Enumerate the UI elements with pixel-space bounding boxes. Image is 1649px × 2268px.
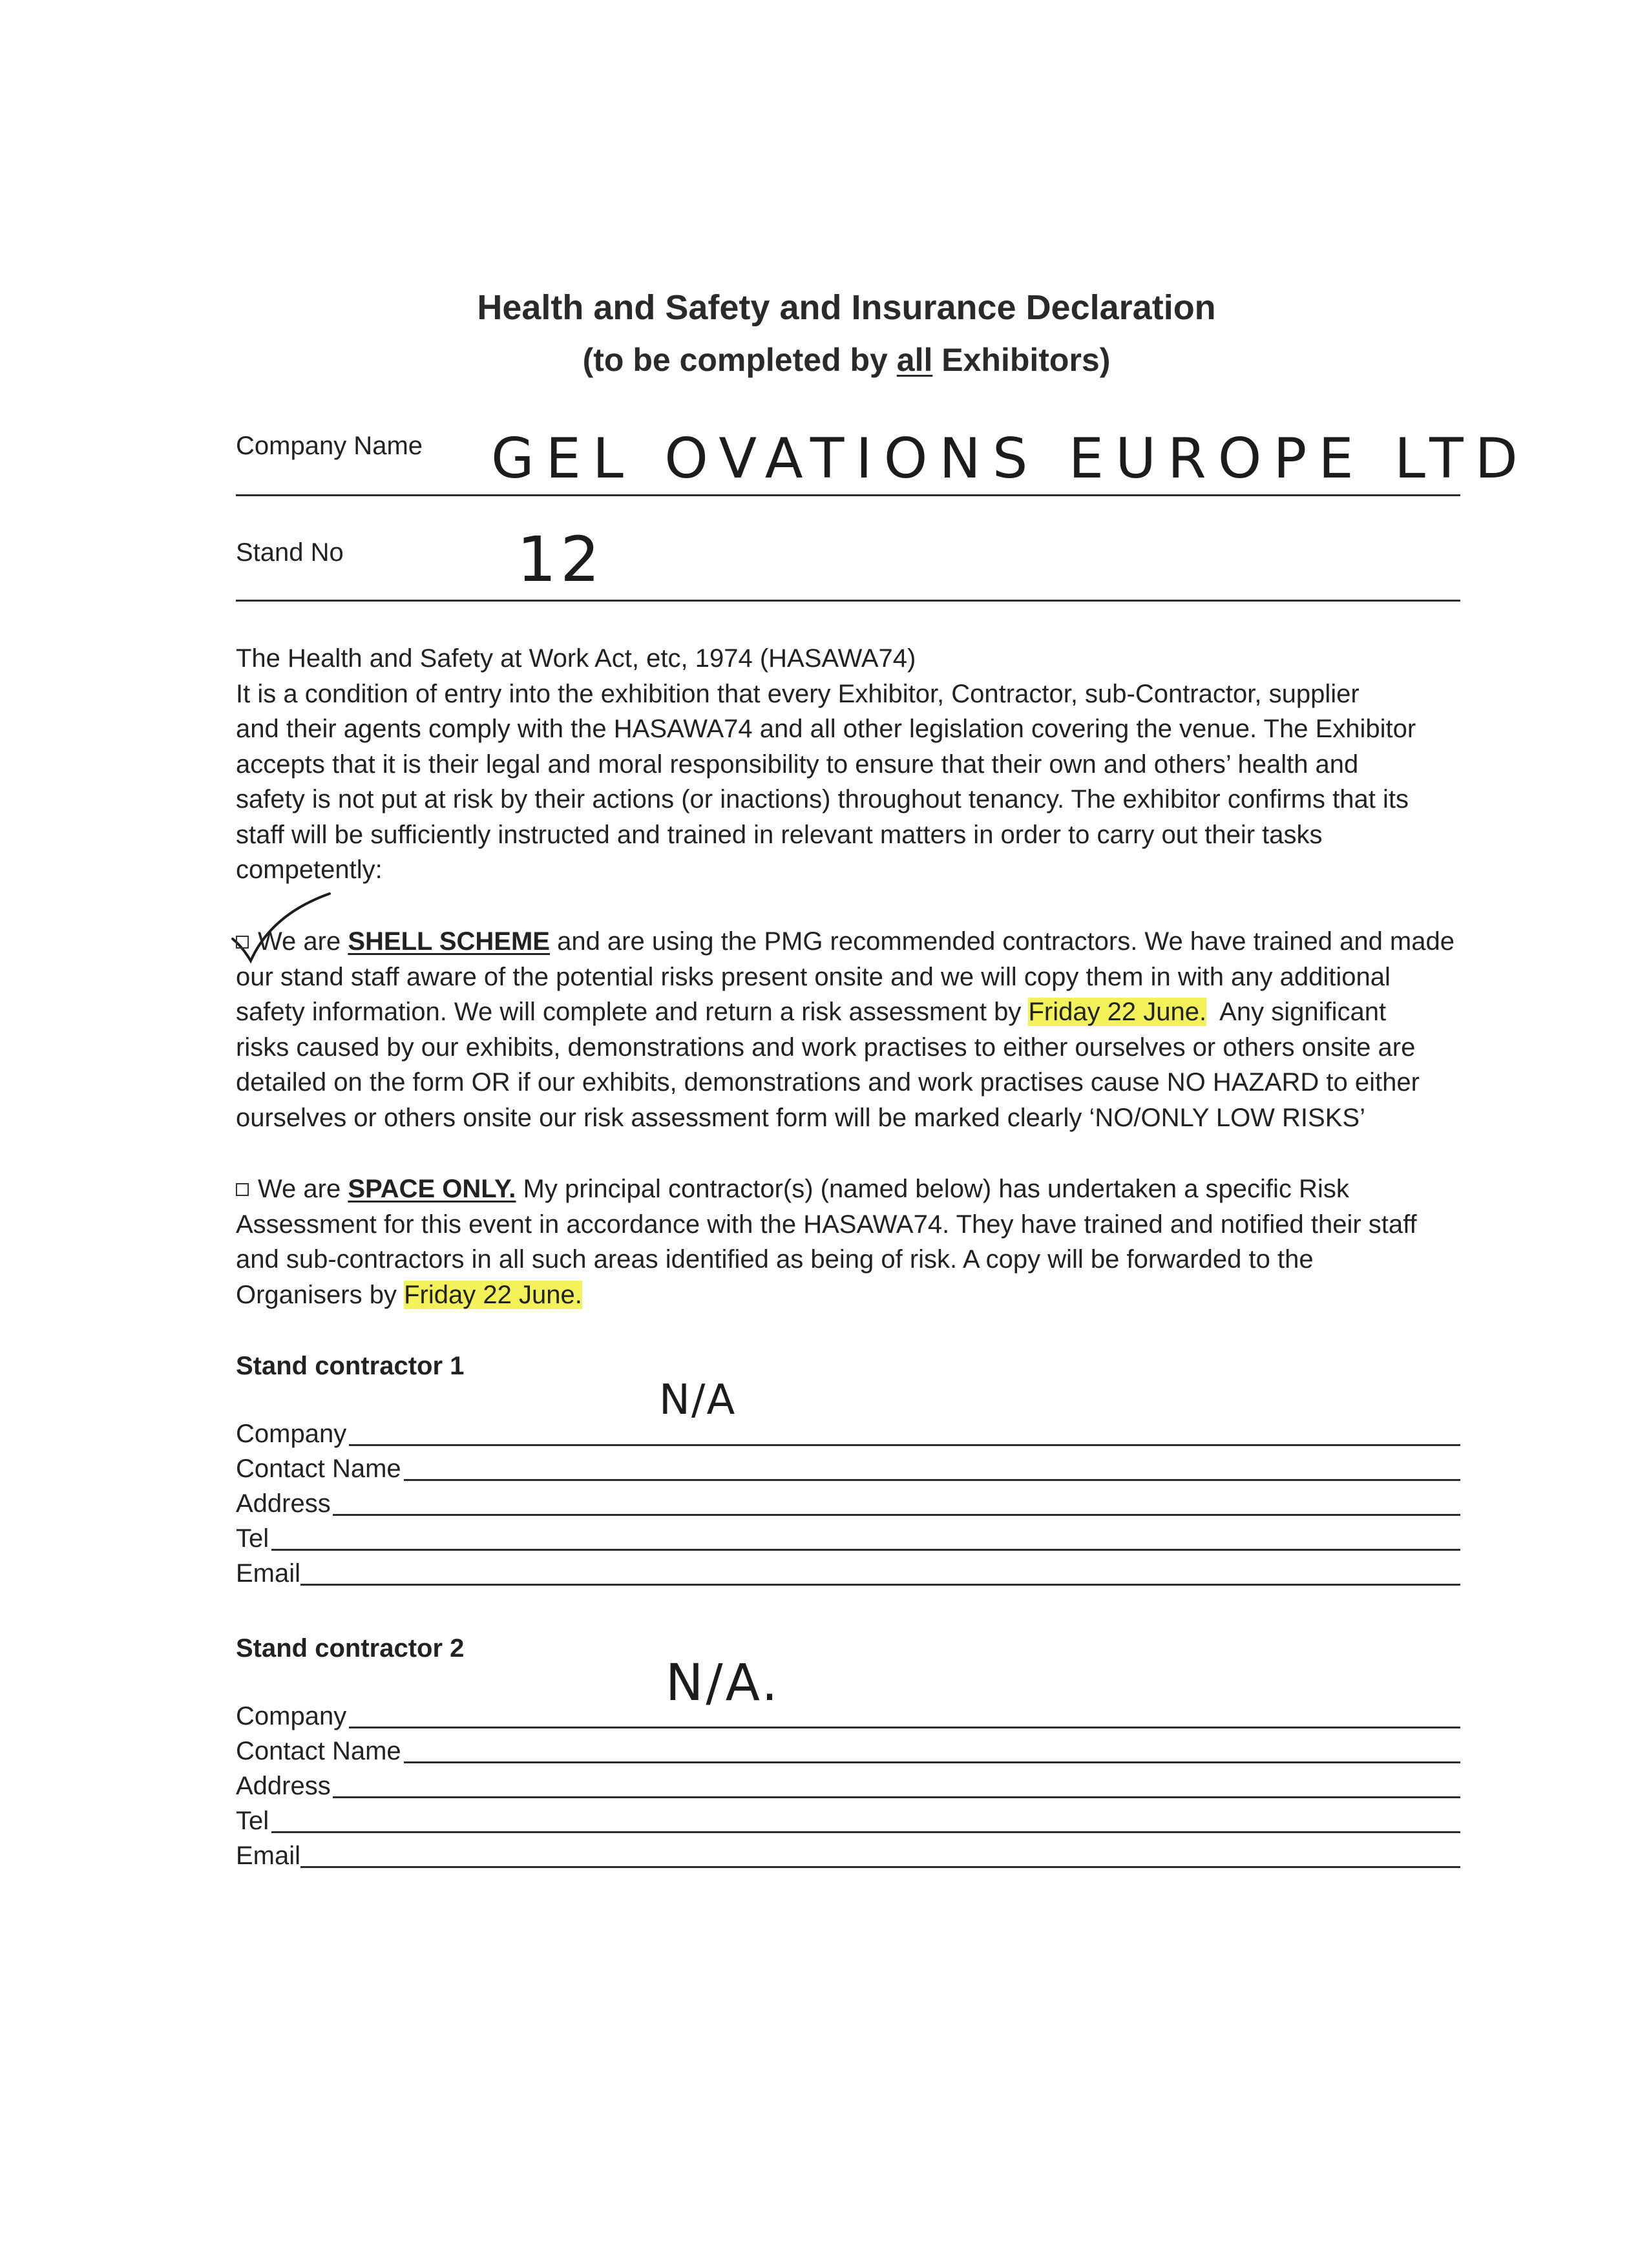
contractor1-contact-field[interactable] <box>404 1479 1460 1481</box>
contractor2-tel-label: Tel <box>236 1807 269 1835</box>
subtitle-suffix: Exhibitors) <box>932 342 1111 378</box>
shell-scheme-emphasis: SHELL SCHEME <box>348 927 550 956</box>
shell-line1-suffix: and are using the PMG recommended contractors. We have trained and made <box>549 927 1455 956</box>
intro-line: staff will be sufficiently instructed and trained in relevant matters in order to carry out their tasks <box>236 820 1323 849</box>
contractor2-address-row <box>236 1769 1460 1803</box>
shell-line: detailed on the form OR if our exhibits, demonstrations and work practises cause NO HAZARD to either <box>236 1068 1420 1097</box>
space-line1-suffix: My principal contractor(s) (named below) has undertaken a specific Risk <box>516 1175 1349 1203</box>
contractor1-address-field[interactable] <box>333 1514 1460 1516</box>
shell-scheme-checkbox[interactable] <box>236 936 249 949</box>
contractor1-email-row <box>236 1556 1460 1591</box>
contractor2-company-label: Company <box>236 1702 347 1730</box>
contractor1-tel-label: Tel <box>236 1524 269 1553</box>
contractor2-email-row <box>236 1838 1460 1873</box>
space-line: Assessment for this event in accordance with the HASAWA74. They have trained and notified their staff <box>236 1210 1417 1239</box>
contractor2-company-row <box>236 1699 1460 1734</box>
intro-line: accepts that it is their legal and moral responsibility to ensure that their own and others’ health and <box>236 750 1359 779</box>
shell-line3-prefix: safety information. We will complete and return a risk assessment by <box>236 998 1029 1026</box>
contractor1-heading: Stand contractor 1 <box>236 1352 465 1380</box>
contractor1-email-field[interactable] <box>300 1584 1460 1586</box>
contractor1-tel-field[interactable] <box>271 1549 1460 1551</box>
contractor1-contact-label: Contact Name <box>236 1454 401 1483</box>
company-name-label: Company Name <box>236 432 423 460</box>
subtitle-underlined: all <box>896 342 933 378</box>
contractor2-email-label: Email <box>236 1842 301 1870</box>
contractor2-heading: Stand contractor 2 <box>236 1634 465 1663</box>
contractor1-company-field[interactable] <box>349 1444 1460 1446</box>
stand-no-label: Stand No <box>236 538 344 567</box>
contractor2-contact-row <box>236 1734 1460 1769</box>
space-line4-prefix: Organisers by <box>236 1280 404 1309</box>
shell-line3-suffix: Any significant <box>1206 998 1387 1026</box>
space-only-emphasis: SPACE ONLY. <box>348 1175 516 1203</box>
space-line: and sub-contractors in all such areas identified as being of risk. A copy will be forwarded to the <box>236 1245 1314 1274</box>
contractor1-company-row <box>236 1416 1460 1451</box>
subtitle-prefix: (to be completed by <box>582 342 897 378</box>
contractor2-company-field[interactable] <box>349 1727 1460 1728</box>
intro-line: and their agents comply with the HASAWA74 and all other legislation covering the venue. The Exhibitor <box>236 715 1416 743</box>
contractor2-email-field[interactable] <box>300 1866 1460 1868</box>
stand-no-value[interactable]: 12 <box>517 523 604 596</box>
contractor1-handwritten[interactable]: N/A <box>659 1376 737 1424</box>
contractor1-tel-row <box>236 1521 1460 1556</box>
contractor2-address-field[interactable] <box>333 1796 1460 1798</box>
form-title: Health and Safety and Insurance Declaration <box>477 288 1216 327</box>
space-only-checkbox[interactable] <box>236 1183 249 1196</box>
contractor1-contact-row <box>236 1451 1460 1486</box>
intro-line: The Health and Safety at Work Act, etc, 1974 (HASAWA74) <box>236 644 916 673</box>
space-deadline-highlight: Friday 22 June. <box>404 1280 582 1309</box>
shell-deadline-highlight: Friday 22 June. <box>1028 998 1207 1026</box>
contractor2-contact-label: Contact Name <box>236 1737 401 1765</box>
space-only-option <box>236 1171 1464 1312</box>
intro-paragraph <box>236 641 1464 888</box>
intro-line: It is a condition of entry into the exhibition that every Exhibitor, Contractor, sub-Contractor, supplier <box>236 679 1360 708</box>
contractor2-tel-row <box>236 1803 1460 1838</box>
company-name-value[interactable]: GEL OVATIONS EUROPE LTD <box>491 426 1529 491</box>
contractor1-address-row <box>236 1486 1460 1521</box>
contractor2-tel-field[interactable] <box>271 1831 1460 1833</box>
shell-scheme-option <box>236 924 1464 1135</box>
intro-line: safety is not put at risk by their actions (or inactions) throughout tenancy. The exhibitor confirms that its <box>236 785 1409 814</box>
space-line1-prefix: We are <box>258 1175 348 1203</box>
form-subtitle <box>0 341 1649 379</box>
shell-line: ourselves or others onsite our risk assessment form will be marked clearly ‘NO/ONLY LOW RISKS’ <box>236 1103 1365 1132</box>
contractor2-contact-field[interactable] <box>404 1761 1460 1763</box>
shell-line: risks caused by our exhibits, demonstrations and work practises to either ourselves or others onsite are <box>236 1033 1416 1062</box>
contractor2-handwritten[interactable]: N/A. <box>666 1654 781 1712</box>
stand-no-rule <box>236 600 1460 602</box>
shell-line: our stand staff aware of the potential risks present onsite and we will copy them in with any additional <box>236 962 1391 991</box>
contractor1-company-label: Company <box>236 1420 347 1448</box>
contractor1-email-label: Email <box>236 1559 301 1588</box>
contractor1-address-label: Address <box>236 1489 331 1518</box>
shell-line1-prefix: We are <box>258 927 348 956</box>
intro-line: competently: <box>236 856 383 884</box>
contractor2-address-label: Address <box>236 1772 331 1800</box>
company-name-rule <box>236 494 1460 496</box>
